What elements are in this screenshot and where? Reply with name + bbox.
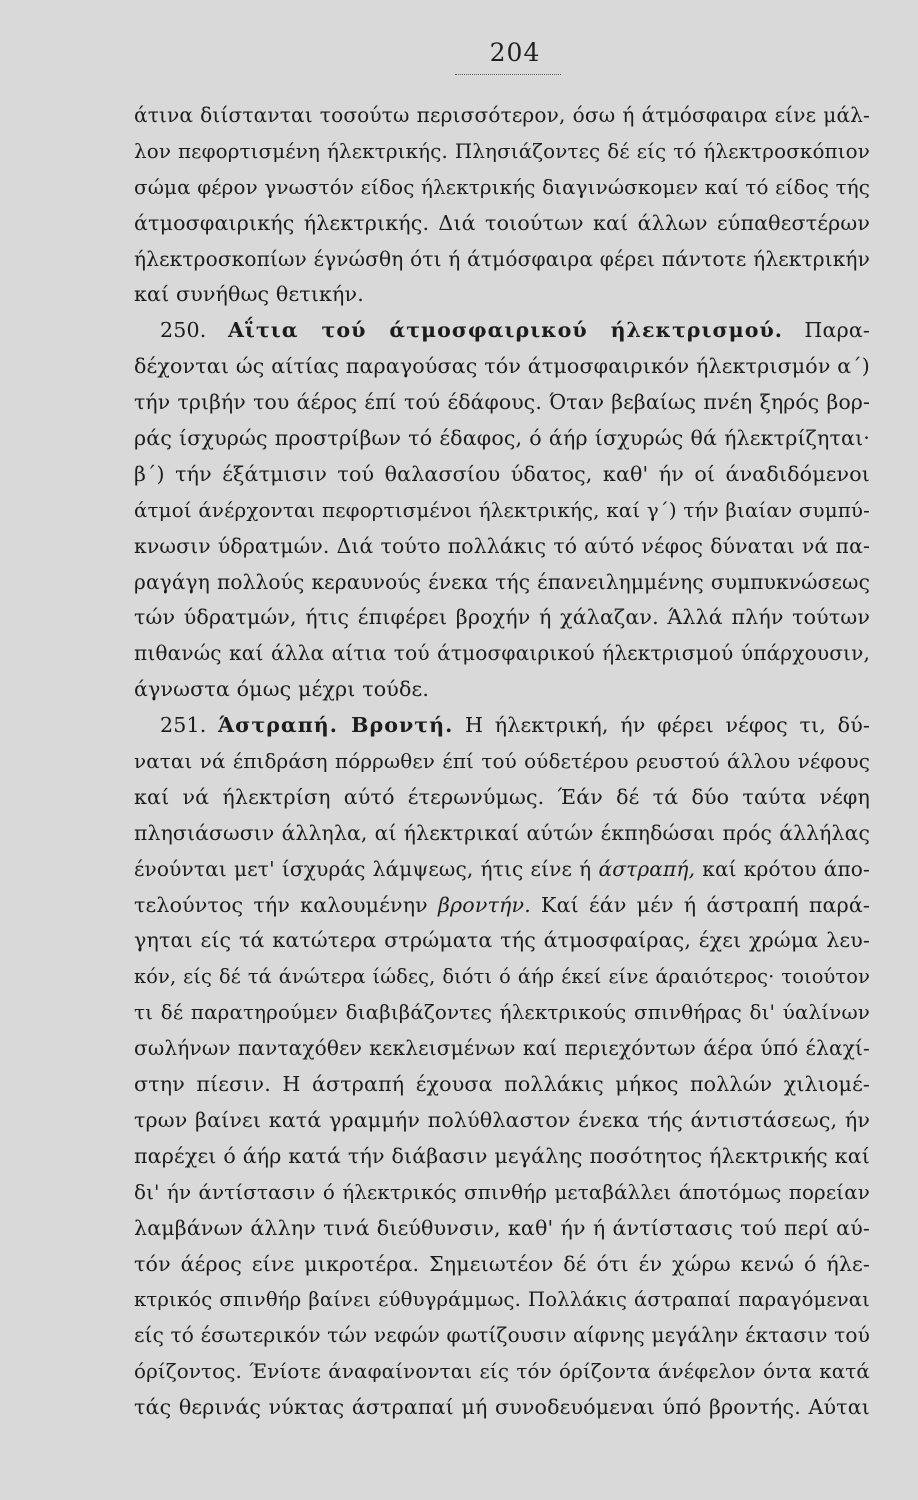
emphasized-term: άστραπή, xyxy=(598,856,696,881)
section-title: Άστραπή. Βροντή. xyxy=(218,713,454,738)
text-run: τελούντος τήν καλουμένην xyxy=(134,892,428,917)
text-line: καί νά ήλεκτρίση αύτό έτερωνύμως. Έάν δέ τά δύο ταύτα νέφη xyxy=(134,784,870,809)
text-line: παρέχει ό άήρ κατά τήν διάβασιν μεγάλης ποσότητος ήλεκτρικής καί xyxy=(134,1143,870,1168)
text-run: καί κρότου άπο- xyxy=(702,856,870,881)
text-line: στην πίεσιν. Η άστραπή έχουσα πολλάκις μήκος πολλών χιλιομέ- xyxy=(134,1072,870,1097)
text-line: τόν άέρος είνε μικροτέρα. Σημειωτέον δέ ότι έν χώρω κενώ ό ήλε- xyxy=(134,1251,870,1276)
text-run: Παρα- xyxy=(804,318,870,343)
text-run: Η ήλεκτρική, ήν φέρει νέφος τι, δύ- xyxy=(464,713,870,738)
text-line: πιθανώς καί άλλα αίτια τού άτμοσφαιρικού ήλεκτρισμού ύπάρχουσιν, xyxy=(134,641,870,666)
section-number: 251. xyxy=(160,713,207,738)
page-number: 204 xyxy=(489,38,541,67)
text-line: γηται είς τά κατώτερα στρώματα τής άτμοσφαίρας, έχει χρώμα λευ- xyxy=(134,928,870,953)
page-number-rule xyxy=(455,74,561,75)
text-line: όρίζοντος. Ένίοτε άναφαίνονται είς τόν όρίζοντα άνέφελον όντα κατά xyxy=(134,1360,870,1384)
text-line: άτινα διίστανται τοσούτω περισσότερον, όσω ή άτμόσφαιρα είνε μάλ- xyxy=(134,103,870,127)
emphasized-term: βροντήν. xyxy=(437,892,531,917)
text-line: είς τό έσωτερικόν τών νεφών φωτίζουσιν αίφνης μεγάλην έκτασιν τού xyxy=(134,1323,871,1348)
text-line: καί συνήθως θετικήν. xyxy=(134,282,364,307)
section-250-heading-line xyxy=(134,313,870,349)
text-line: άτμοί άνέρχονται πεφορτισμένοι ήλεκτρικής, καί γ΄) τήν βιαίαν συμπύ- xyxy=(134,498,870,522)
text-line: λαμβάνων άλλην τινά διεύθυνσιν, καθ' ήν ή άντίστασις τού περί αύ- xyxy=(134,1215,870,1240)
text-line: άτμοσφαιρικής ήλεκτρικής. Διά τοιούτων καί άλλων εύπαθεστέρων xyxy=(134,210,870,235)
text-line: τών ύδρατμών, ήτις έπιφέρει βροχήν ή χάλαζαν. Άλλά πλήν τούτων xyxy=(134,605,870,630)
text-line: τήν τριβήν του άέρος έπί τού έδάφους. Όταν βεβαίως πνέη ξηρός βορ- xyxy=(134,390,870,415)
text-line: κνωσιν ύδρατμών. Διά τούτο πολλάκις τό αύτό νέφος δύναται νά πα- xyxy=(134,533,870,558)
text-line: άγνωστα όμως μέχρι τούδε. xyxy=(134,677,430,702)
text-line: πλησιάσωσιν άλληλα, αί ήλεκτρικαί αύτών έκπηδώσαι πρός άλλήλας xyxy=(134,820,870,845)
text-line: ναται νά έπιδράση πόρρωθεν έπί τού ούδετέρου ρευστού άλλου νέφους xyxy=(134,750,870,774)
text-line-with-emphasis xyxy=(134,852,870,888)
text-line: τρων βαίνει κατά γραμμήν πολύθλαστον ένεκα τής άντιστάσεως, ήν xyxy=(134,1107,870,1132)
body-text xyxy=(134,98,870,1426)
text-line: κόν, είς δέ τά άνώτερα ίώδες, διότι ό άήρ έκεί είνε άραιότερος· τοιούτον xyxy=(134,965,870,989)
text-line: δέχονται ώς αίτίας παραγούσας τόν άτμοσφαιρικόν ήλεκτρισμόν α΄) xyxy=(134,354,870,379)
section-title: Αΐτια τού άτμοσφαιρικού ήλεκτρισμού. xyxy=(227,318,783,343)
text-run: Καί έάν μέν ή άστραπή παρά- xyxy=(541,892,870,917)
text-line: δι' ήν άντίστασιν ό ήλεκτρικός σπινθήρ μεταβάλλει άποτόμως πορείαν xyxy=(134,1180,870,1204)
text-line: β΄) τήν έξάτμισιν τού θαλασσίου ύδατος, καθ' ήν οί άναδιδόμενοι xyxy=(134,461,870,486)
text-line: ράς ίσχυρώς προστρίβων τό έδαφος, ό άήρ ίσχυρώς θά ήλεκτρίζηται· xyxy=(134,426,870,451)
section-251-heading-line xyxy=(134,708,870,744)
text-line-with-emphasis xyxy=(134,888,870,924)
text-line: κτρικός σπινθήρ βαίνει εύθυγράμμως. Πολλάκις άστραπαί παραγόμεναι xyxy=(134,1288,870,1312)
text-line: ήλεκτροσκοπίων έγνώσθη ότι ή άτμόσφαιρα φέρει πάντοτε ήλεκτρικήν xyxy=(134,246,870,271)
section-number: 250. xyxy=(160,318,207,343)
text-line: τι δέ παρατηρούμεν διαβιβάζοντες ήλεκτρικούς σπινθήρας δι' ύαλίνων xyxy=(134,1001,870,1025)
text-line: τάς θερινάς νύκτας άστραπαί μή συνοδευόμεναι ύπό βροντής. Αύται xyxy=(134,1395,870,1420)
text-run: ένούνται μετ' ίσχυράς λάμψεως, ήτις είνε ή xyxy=(134,856,592,881)
text-line: σωλήνων πανταχόθεν κεκλεισμένων καί περιεχόντων άέρα ύπό έλαχί- xyxy=(134,1036,870,1061)
text-line: λον πεφορτισμένη ήλεκτρικής. Πλησιάζοντες δέ είς τό ήλεκτροσκόπιον xyxy=(134,139,870,163)
text-line: σώμα φέρον γνωστόν είδος ήλεκτρικής διαγινώσκομεν καί τό είδος τής xyxy=(134,175,870,199)
text-line: ραγάγη πολλούς κεραυνούς ένεκα τής έπανειλημμένης συμπυκνώσεως xyxy=(134,569,870,594)
